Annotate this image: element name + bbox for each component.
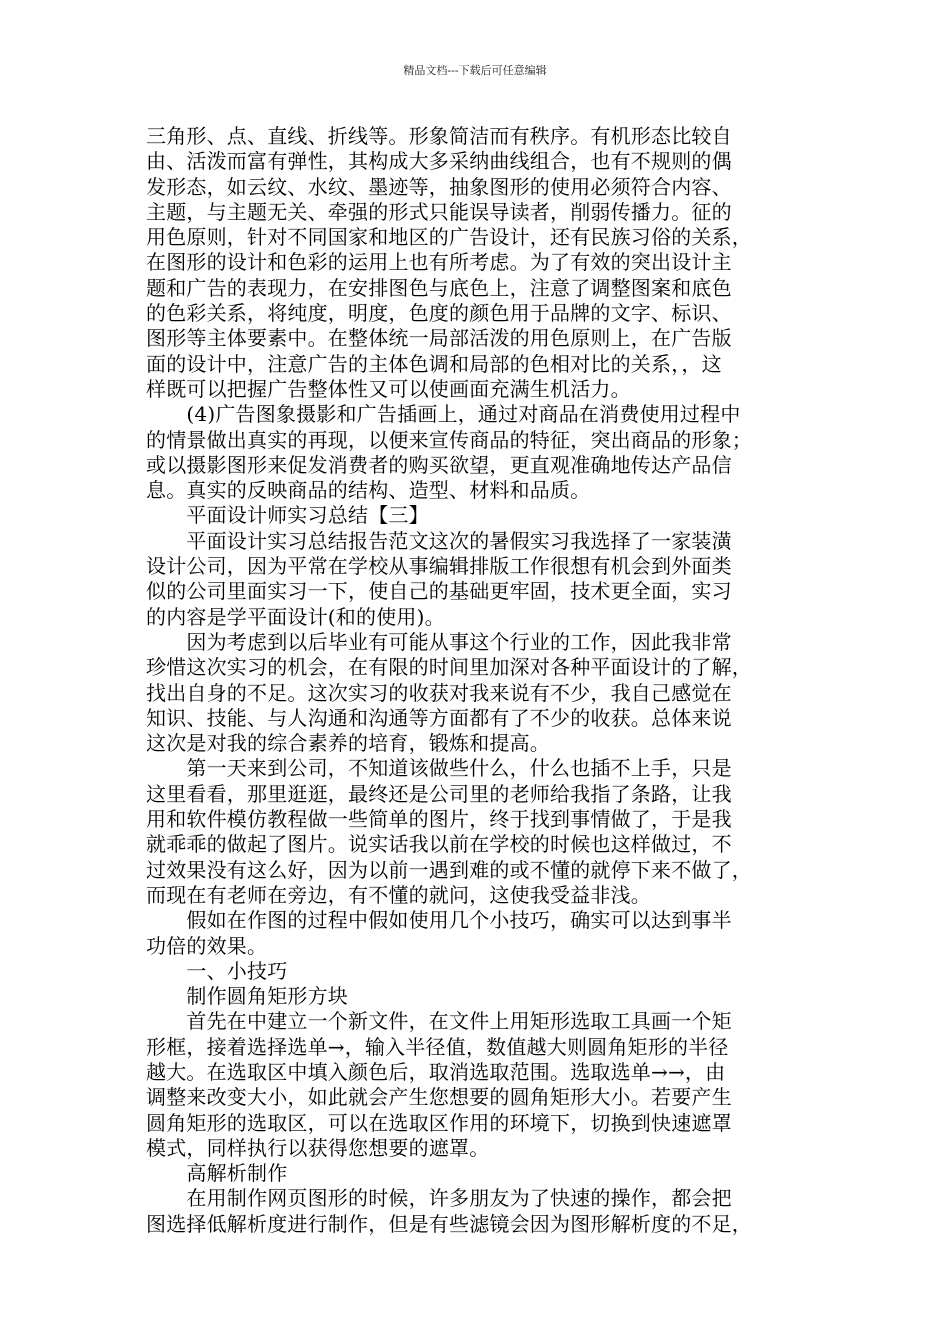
subsection-heading: 一、小技巧 <box>146 958 288 983</box>
text-line: 模式，同样执行以获得您想要的遮罩。 <box>146 1135 490 1160</box>
text-line: 圆角矩形的选取区，可以在选取区作用的环境下，切换到快速遮罩 <box>146 1110 732 1135</box>
text-line: 越大。在选取区中填入颜色后，取消选取范围。选取选单→→，由 <box>146 1059 726 1084</box>
subsection-heading: 高解析制作 <box>146 1161 288 1186</box>
document-body <box>146 124 810 1237</box>
text-line: 找出自身的不足。这次实习的收获对我来说有不少，我自己感觉在 <box>146 680 732 705</box>
text-line: 调整来改变大小，如此就会产生您想要的圆角矩形大小。若要产生 <box>146 1085 732 1110</box>
text-line: 的色彩关系，将纯度，明度，色度的颜色用于品牌的文字、标识、 <box>146 301 732 326</box>
text-line: 就乖乖的做起了图片。说实话我以前在学校的时候也这样做过，不 <box>146 832 732 857</box>
text-line: 过效果没有这么好，因为以前一遇到难的或不懂的就停下来不做了， <box>146 857 752 882</box>
text-line: 这里看看，那里逛逛，最终还是公司里的老师给我指了条路，让我 <box>146 781 732 806</box>
text-line: 主题，与主题无关、牵强的形式只能误导读者，削弱传播力。征的 <box>146 199 732 224</box>
text-line: 三角形、点、直线、折线等。形象简洁而有秩序。有机形态比较自 <box>146 124 732 148</box>
text-line: 息。真实的反映商品的结构、造型、材料和品质。 <box>146 478 591 503</box>
section-heading: 平面设计师实习总结【三】 <box>146 503 429 528</box>
text-line: 题和广告的表现力，在安排图色与底色上，注意了调整图案和底色 <box>146 275 732 300</box>
text-line: 用色原则，针对不同国家和地区的广告设计，还有民族习俗的关系， <box>146 225 752 250</box>
subsection-heading: 制作圆角矩形方块 <box>146 984 348 1009</box>
text-line: 假如在作图的过程中假如使用几个小技巧，确实可以达到事半 <box>146 908 732 933</box>
text-line: 设计公司，因为平常在学校从事编辑排版工作很想有机会到外面类 <box>146 554 732 579</box>
text-line: (4)广告图象摄影和广告插画上，通过对商品在消费使用过程中 <box>146 402 741 427</box>
text-line: 而现在有老师在旁边，有不懂的就问，这使我受益非浅。 <box>146 882 651 907</box>
text-line: 或以摄影图形来促发消费者的购买欲望，更直观准确地传达产品信 <box>146 452 732 477</box>
text-line: 的内容是学平面设计(和的使用)。 <box>146 604 445 629</box>
text-line: 面的设计中，注意广告的主体色调和局部的色相对比的关系，，这 <box>146 351 722 376</box>
text-line: 发形态，如云纹、水纹、墨迹等，抽象图形的使用必须符合内容、 <box>146 174 732 199</box>
text-line: 形框，接着选择选单→，输入半径值，数值越大则圆角矩形的半径 <box>146 1034 729 1059</box>
text-line: 图形等主体要素中。在整体统一局部活泼的用色原则上，在广告版 <box>146 326 732 351</box>
text-line: 样既可以把握广告整体性又可以使画面充满生机活力。 <box>146 376 631 401</box>
text-line: 知识、技能、与人沟通和沟通等方面都有了不少的收获。总体来说 <box>146 705 732 730</box>
text-line: 首先在中建立一个新文件，在文件上用矩形选取工具画一个矩 <box>146 1009 732 1034</box>
page-header: 精品文档---下载后可任意编辑 <box>403 64 547 77</box>
text-line: 因为考虑到以后毕业有可能从事这个行业的工作，因此我非常 <box>146 629 732 654</box>
text-line: 这次是对我的综合素养的培育，锻炼和提高。 <box>146 731 550 756</box>
text-line: 功倍的效果。 <box>146 933 268 958</box>
text-line: 用和软件模仿教程做一些简单的图片，终于找到事情做了，于是我 <box>146 807 732 832</box>
text-line: 图选择低解析度进行制作，但是有些滤镜会因为图形解析度的不足， <box>146 1211 752 1236</box>
text-line: 在图形的设计和色彩的运用上也有所考虑。为了有效的突出设计主 <box>146 250 732 275</box>
text-line: 珍惜这次实习的机会，在有限的时间里加深对各种平面设计的了解， <box>146 655 752 680</box>
text-line: 平面设计实习总结报告范文这次的暑假实习我选择了一家装潢 <box>146 528 732 553</box>
text-line: 似的公司里面实习一下，使自己的基础更牢固，技术更全面，实习 <box>146 579 732 604</box>
text-line: 由、活泼而富有弹性，其构成大多采纳曲线组合，也有不规则的偶 <box>146 149 732 174</box>
text-line: 第一天来到公司，不知道该做些什么，什么也插不上手，只是 <box>146 756 732 781</box>
text-line: 在用制作网页图形的时候，许多朋友为了快速的操作，都会把 <box>146 1186 732 1211</box>
text-line: 的情景做出真实的再现，以便来宣传商品的特征，突出商品的形象； <box>146 427 752 452</box>
